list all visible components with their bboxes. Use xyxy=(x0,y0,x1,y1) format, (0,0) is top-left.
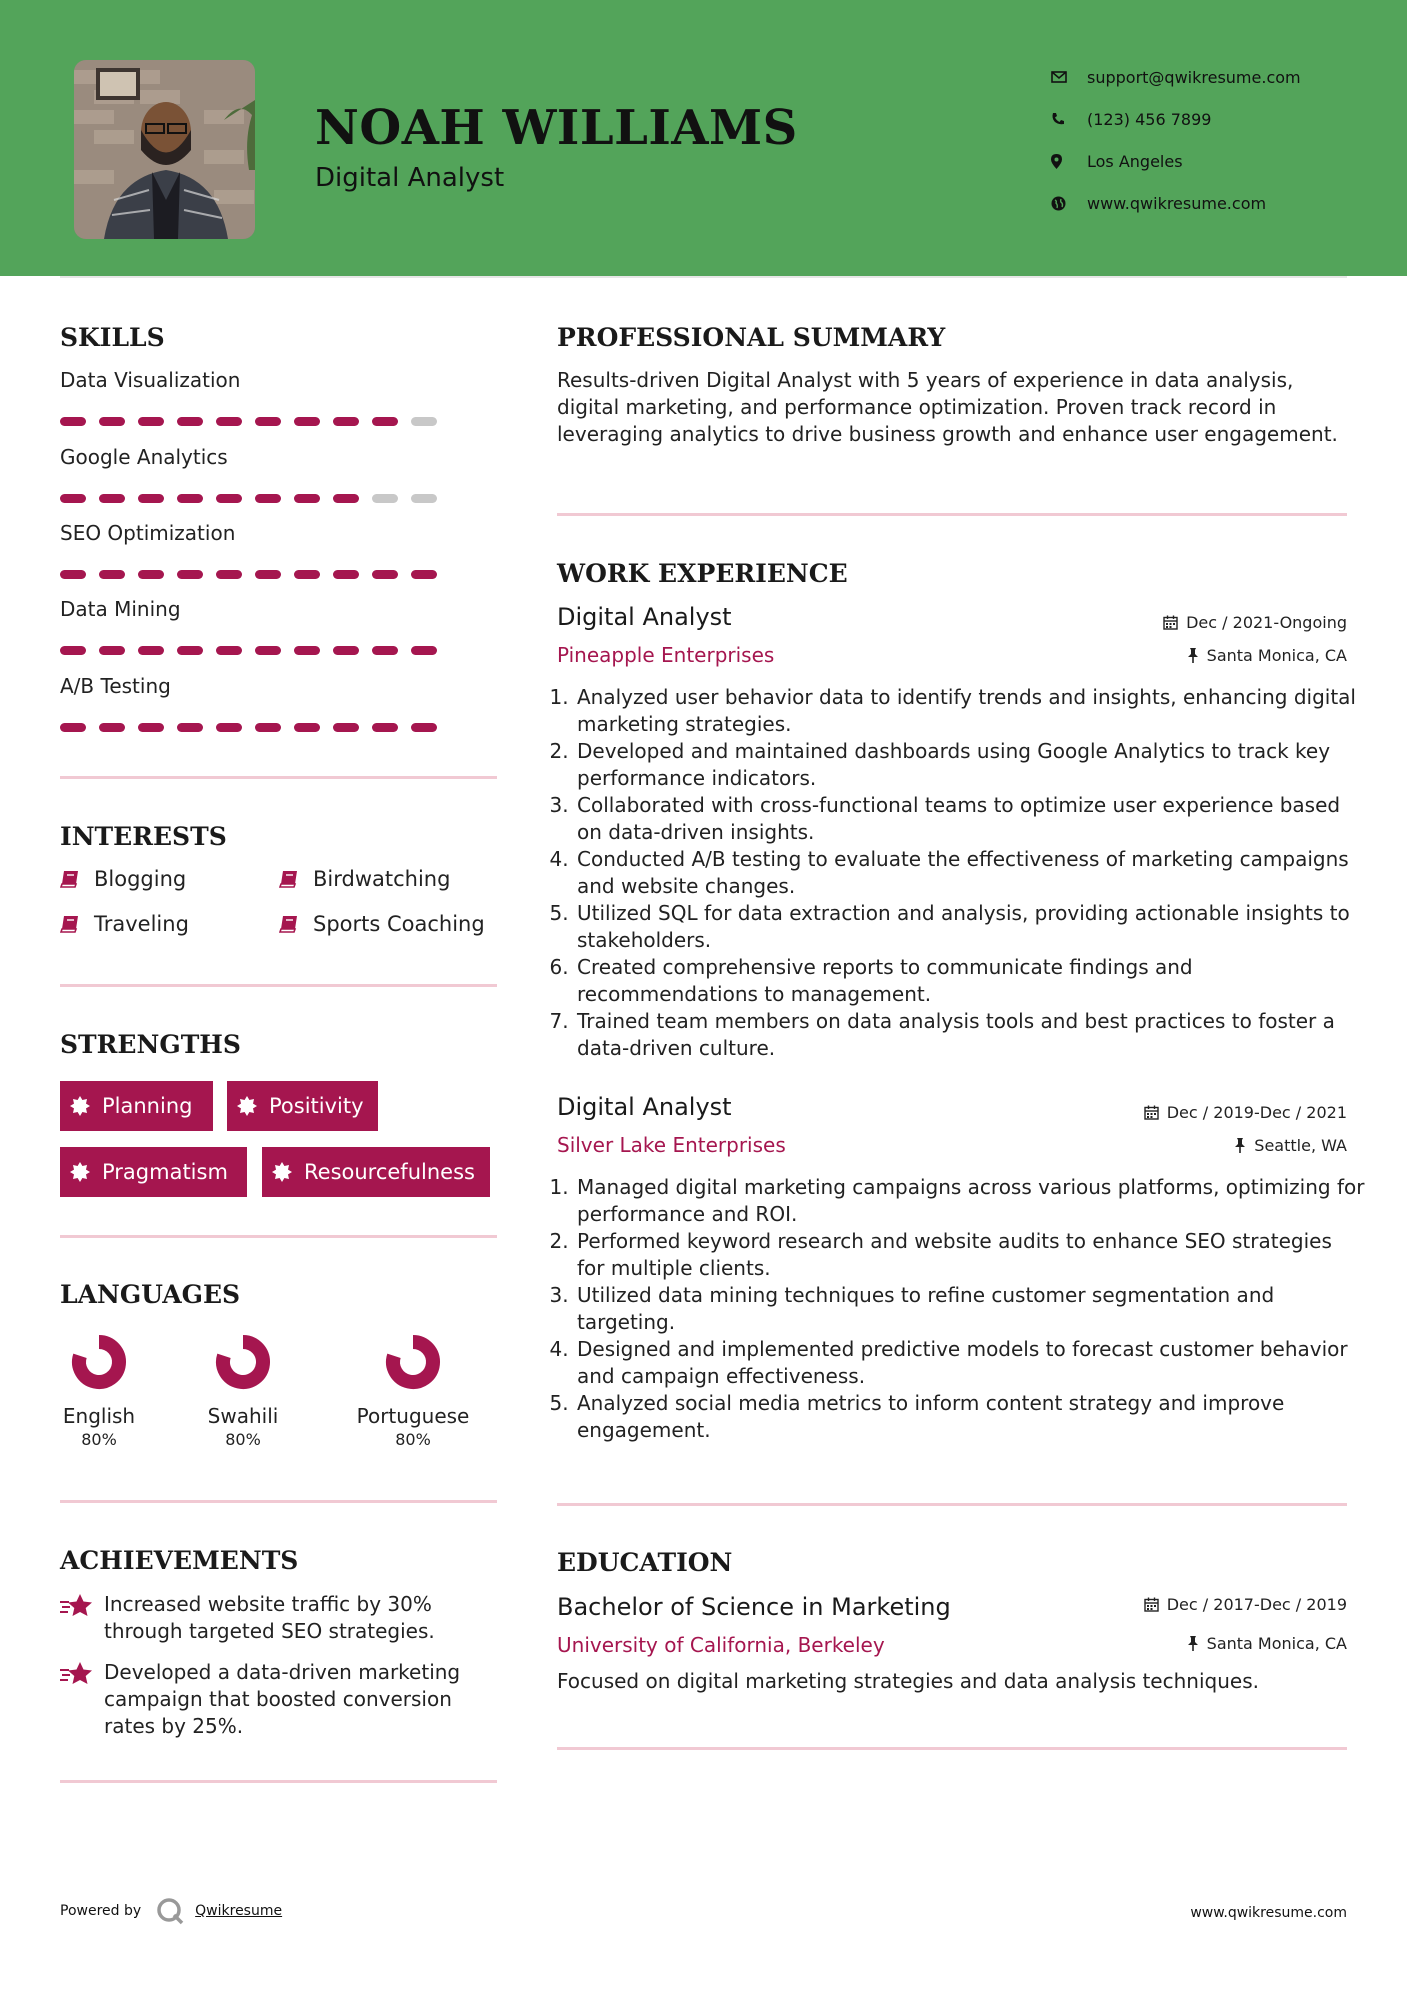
rating-dot xyxy=(372,646,398,655)
qwikresume-logo-icon xyxy=(155,1896,185,1926)
rating-dot xyxy=(99,417,125,426)
strength-label: Planning xyxy=(102,1094,193,1118)
badge-icon xyxy=(237,1096,257,1116)
contact-location xyxy=(1051,140,1381,182)
skill-rating xyxy=(60,723,437,732)
language-ring xyxy=(211,1330,275,1394)
strength-tag xyxy=(60,1147,247,1197)
interest-label: Traveling xyxy=(94,912,189,936)
contact-website[interactable] xyxy=(1051,182,1381,224)
skill-rating xyxy=(60,417,437,426)
job-location xyxy=(1234,1136,1347,1155)
rating-dot xyxy=(60,417,86,426)
rating-dot xyxy=(255,723,281,732)
book-icon xyxy=(279,914,299,934)
globe-icon xyxy=(1051,196,1087,211)
contact-phone[interactable] xyxy=(1051,98,1381,140)
language-level-arc xyxy=(393,1342,433,1382)
responsibility-item: 3. Utilized data mining techniques to refine customer segmentation and targeting. xyxy=(575,1282,1365,1336)
language-ring xyxy=(67,1330,131,1394)
interest-label: Blogging xyxy=(94,867,187,891)
job-title: Digital Analyst xyxy=(557,603,732,631)
responsibility-item: 5. Analyzed social media metrics to inform content strategy and improve engagement. xyxy=(575,1390,1365,1444)
rating-dot xyxy=(294,723,320,732)
rating-dot xyxy=(138,494,164,503)
rating-dot xyxy=(60,646,86,655)
star-icon xyxy=(60,1659,104,1740)
summary-text: Results-driven Digital Analyst with 5 years of experience in data analysis, digital marketing, and performance optimization. Proven track record in leveraging analytics to drive business growth and enhance user engagement. xyxy=(557,368,1338,446)
responsibility-item: 1. Managed digital marketing campaigns across various platforms, optimizing for performance and ROI. xyxy=(575,1174,1365,1228)
interest-label: Sports Coaching xyxy=(313,912,485,936)
achievement-item xyxy=(60,1591,500,1645)
powered-by-text: Powered by xyxy=(60,1903,142,1919)
footer-powered-by xyxy=(60,1896,282,1926)
header-banner xyxy=(0,0,1407,276)
strength-label: Resourcefulness xyxy=(304,1160,475,1184)
job-location-text: Seattle, WA xyxy=(1254,1136,1347,1155)
rating-dot xyxy=(411,723,437,732)
rating-dot xyxy=(138,646,164,655)
strength-label: Pragmatism xyxy=(102,1160,228,1184)
strength-tag xyxy=(262,1147,490,1197)
rating-dot xyxy=(138,723,164,732)
education-dates-text: Dec / 2017-Dec / 2019 xyxy=(1166,1595,1347,1614)
rating-dot xyxy=(138,570,164,579)
education-dates xyxy=(1144,1595,1347,1614)
rating-dot xyxy=(372,494,398,503)
candidate-role: Digital Analyst xyxy=(315,163,505,193)
pin-icon xyxy=(1187,648,1199,663)
job-dates xyxy=(1163,613,1347,632)
language-level-arc xyxy=(223,1342,263,1382)
responsibility-item: 6. Created comprehensive reports to communicate findings and recommendations to management. xyxy=(575,954,1365,1008)
candidate-name: NOAH WILLIAMS xyxy=(315,100,798,156)
rating-dot xyxy=(333,723,359,732)
interest-item xyxy=(60,867,186,891)
star-icon xyxy=(60,1591,104,1645)
book-icon xyxy=(60,869,80,889)
rating-dot xyxy=(411,417,437,426)
responsibility-item: 4. Designed and implemented predictive models to forecast customer behavior and campaign effectiveness. xyxy=(575,1336,1365,1390)
language-name: English xyxy=(62,1404,136,1428)
rating-dot xyxy=(216,723,242,732)
qwikresume-link[interactable]: Qwikresume xyxy=(195,1903,283,1919)
rating-dot xyxy=(411,494,437,503)
calendar-icon xyxy=(1163,615,1178,630)
rating-dot xyxy=(177,494,203,503)
rating-dot xyxy=(294,646,320,655)
interest-item xyxy=(279,867,450,891)
rating-dot xyxy=(60,494,86,503)
skill-rating xyxy=(60,494,437,503)
responsibility-item: 3. Collaborated with cross-functional teams to optimize user experience based on data-driven insights. xyxy=(575,792,1365,846)
job-dates-text: Dec / 2021-Ongoing xyxy=(1186,613,1347,632)
rating-dot xyxy=(99,723,125,732)
rating-dot xyxy=(216,494,242,503)
job-location xyxy=(1187,646,1347,665)
skill-label: A/B Testing xyxy=(60,674,171,698)
envelope-icon xyxy=(1051,71,1087,83)
rating-dot xyxy=(99,570,125,579)
rating-dot xyxy=(294,417,320,426)
education-location xyxy=(1187,1634,1347,1653)
language-level-arc xyxy=(79,1342,119,1382)
achievement-item xyxy=(60,1659,500,1740)
language-ring xyxy=(381,1330,445,1394)
rating-dot xyxy=(216,646,242,655)
badge-icon xyxy=(70,1162,90,1182)
school-name: University of California, Berkeley xyxy=(557,1633,885,1657)
achievement-text: Increased website traffic by 30% through targeted SEO strategies. xyxy=(104,1592,435,1643)
responsibility-item: 2. Performed keyword research and website audits to enhance SEO strategies for multiple clients. xyxy=(575,1228,1365,1282)
skill-label: Data Mining xyxy=(60,597,181,621)
badge-icon xyxy=(272,1162,292,1182)
job-title: Digital Analyst xyxy=(557,1093,732,1121)
contact-location-text: Los Angeles xyxy=(1087,151,1183,171)
section-divider xyxy=(60,1780,497,1783)
strength-label: Positivity xyxy=(269,1094,364,1118)
rating-dot xyxy=(333,417,359,426)
job-dates-text: Dec / 2019-Dec / 2021 xyxy=(1166,1103,1347,1122)
language-item xyxy=(353,1330,473,1449)
achievement-text: Developed a data-driven marketing campaign that boosted conversion rates by 25%. xyxy=(104,1660,461,1738)
rating-dot xyxy=(294,494,320,503)
header-divider xyxy=(60,276,1347,278)
section-divider xyxy=(557,1747,1347,1750)
rating-dot xyxy=(255,570,281,579)
skill-label: SEO Optimization xyxy=(60,521,236,545)
rating-dot xyxy=(216,417,242,426)
section-divider xyxy=(60,1500,497,1503)
rating-dot xyxy=(411,570,437,579)
pin-icon xyxy=(1234,1138,1246,1153)
responsibility-item: 7. Trained team members on data analysis tools and best practices to foster a data-driven culture. xyxy=(575,1008,1365,1062)
contact-list xyxy=(1051,56,1381,224)
rating-dot xyxy=(372,417,398,426)
rating-dot xyxy=(177,417,203,426)
education-description: Focused on digital marketing strategies and data analysis techniques. xyxy=(557,1669,1259,1693)
rating-dot xyxy=(60,723,86,732)
rating-dot xyxy=(294,570,320,579)
job-responsibilities xyxy=(557,684,1365,1062)
job-company: Silver Lake Enterprises xyxy=(557,1133,786,1157)
footer-website[interactable]: www.qwikresume.com xyxy=(1190,1905,1347,1921)
language-level: 80% xyxy=(395,1430,431,1449)
rating-dot xyxy=(60,570,86,579)
education-title: EDUCATION xyxy=(557,1548,733,1577)
profile-photo xyxy=(74,60,255,239)
rating-dot xyxy=(372,570,398,579)
responsibility-item: 5. Utilized SQL for data extraction and analysis, providing actionable insights to stakeholders. xyxy=(575,900,1365,954)
book-icon xyxy=(60,914,80,934)
strengths-title: STRENGTHS xyxy=(60,1030,241,1059)
rating-dot xyxy=(333,570,359,579)
contact-phone-text: (123) 456 7899 xyxy=(1087,109,1212,129)
languages-title: LANGUAGES xyxy=(60,1280,241,1309)
section-divider xyxy=(60,776,497,779)
rating-dot xyxy=(99,494,125,503)
language-level: 80% xyxy=(225,1430,261,1449)
language-name: Portuguese xyxy=(356,1404,470,1428)
contact-email[interactable] xyxy=(1051,56,1381,98)
strength-tag xyxy=(227,1081,378,1131)
skill-label: Data Visualization xyxy=(60,368,241,392)
job-responsibilities xyxy=(557,1174,1365,1444)
interest-item xyxy=(279,912,485,936)
skills-title: SKILLS xyxy=(60,323,165,352)
achievements-title: ACHIEVEMENTS xyxy=(60,1546,299,1575)
strength-tag xyxy=(60,1081,213,1131)
experience-title: WORK EXPERIENCE xyxy=(557,559,848,588)
section-divider xyxy=(557,513,1347,516)
education-location-text: Santa Monica, CA xyxy=(1206,1634,1347,1653)
contact-website-text: www.qwikresume.com xyxy=(1087,193,1267,213)
rating-dot xyxy=(138,417,164,426)
degree-title: Bachelor of Science in Marketing xyxy=(557,1593,951,1621)
rating-dot xyxy=(177,570,203,579)
rating-dot xyxy=(333,494,359,503)
book-icon xyxy=(279,869,299,889)
responsibility-item: 1. Analyzed user behavior data to identify trends and insights, enhancing digital marketing strategies. xyxy=(575,684,1365,738)
rating-dot xyxy=(177,723,203,732)
rating-dot xyxy=(99,646,125,655)
job-dates xyxy=(1144,1103,1347,1122)
rating-dot xyxy=(333,646,359,655)
rating-dot xyxy=(177,646,203,655)
section-divider xyxy=(60,1235,497,1238)
language-item xyxy=(183,1330,303,1449)
rating-dot xyxy=(372,723,398,732)
skill-rating xyxy=(60,570,437,579)
section-divider xyxy=(60,984,497,987)
responsibility-item: 2. Developed and maintained dashboards using Google Analytics to track key performance indicators. xyxy=(575,738,1365,792)
language-item xyxy=(39,1330,159,1449)
rating-dot xyxy=(255,494,281,503)
rating-dot xyxy=(216,570,242,579)
rating-dot xyxy=(411,646,437,655)
job-location-text: Santa Monica, CA xyxy=(1206,646,1347,665)
responsibility-item: 4. Conducted A/B testing to evaluate the effectiveness of marketing campaigns and website changes. xyxy=(575,846,1365,900)
summary-title: PROFESSIONAL SUMMARY xyxy=(557,323,946,352)
pin-icon xyxy=(1187,1636,1199,1651)
calendar-icon xyxy=(1144,1597,1159,1612)
rating-dot xyxy=(255,646,281,655)
language-level: 80% xyxy=(81,1430,117,1449)
map-pin-icon xyxy=(1051,154,1087,169)
contact-email-text: support@qwikresume.com xyxy=(1087,67,1301,87)
calendar-icon xyxy=(1144,1105,1159,1120)
interest-label: Birdwatching xyxy=(313,867,451,891)
rating-dot xyxy=(255,417,281,426)
language-name: Swahili xyxy=(207,1404,279,1428)
skill-label: Google Analytics xyxy=(60,445,228,469)
badge-icon xyxy=(70,1096,90,1116)
phone-icon xyxy=(1051,112,1087,126)
section-divider xyxy=(557,1503,1347,1506)
interest-item xyxy=(60,912,189,936)
interests-title: INTERESTS xyxy=(60,822,227,851)
job-company: Pineapple Enterprises xyxy=(557,643,775,667)
skill-rating xyxy=(60,646,437,655)
